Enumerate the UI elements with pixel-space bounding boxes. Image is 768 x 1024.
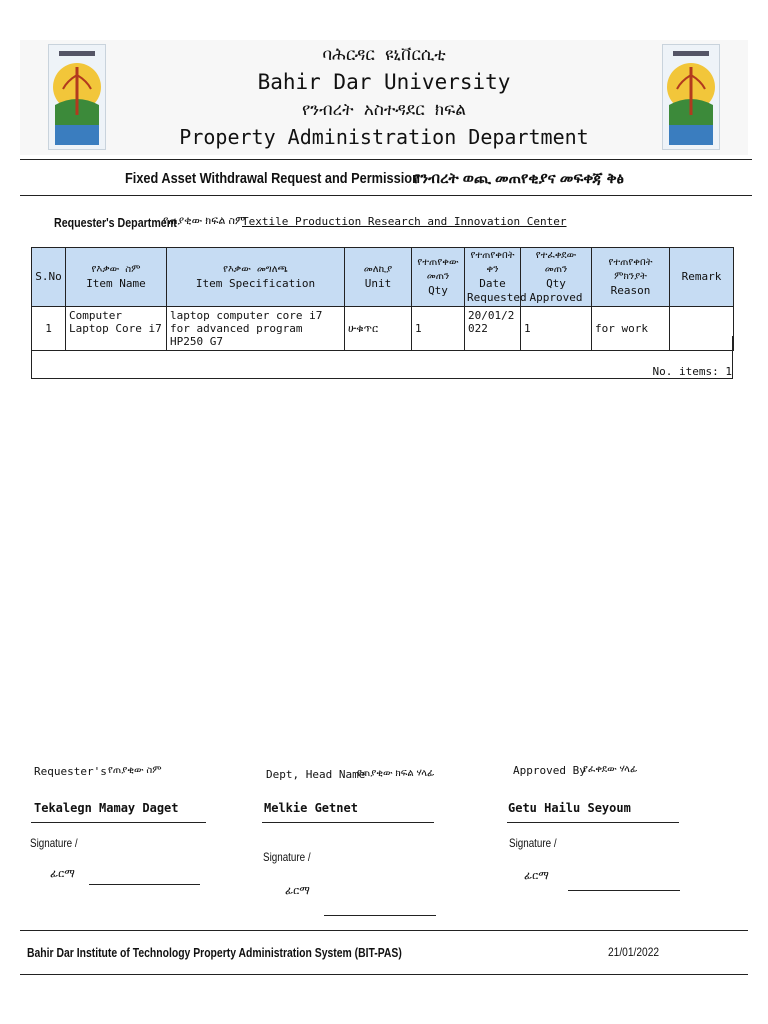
cell-reason: for work [592,307,670,351]
divider-top [20,159,752,160]
cell-qty-approved: 1 [521,307,592,351]
approver-name: Getu Hailu Seyoum [508,801,631,815]
head-label: Dept, Head Name [266,768,366,781]
head-signature-amharic: ፊርማ [285,885,310,897]
items-footer-box [31,336,733,379]
items-count: No. items: 1 [652,365,732,378]
form-title: Fixed Asset Withdrawal Request and Permission [125,170,420,187]
divider-footer-bottom [20,974,748,975]
approver-signature-label: Signature / [509,836,557,850]
approver-name-line [507,822,679,823]
department-name-amharic: የንብረት አስተዳደር ክፍል [301,100,467,120]
col-qty-approved: የተፈቀደው መጠን Qty Approved [521,248,592,307]
divider-footer-top [20,930,748,931]
head-name: Melkie Getnet [264,801,358,815]
head-label-amharic: የጠያቂው ክፍል ሃላፊ [357,768,435,779]
university-name: Bahir Dar University [257,70,511,94]
col-qty: የተጠየቀው መጠን Qty [412,248,465,307]
requester-name-line [31,822,206,823]
approver-signature-line [568,890,680,891]
head-signature-label: Signature / [263,850,311,864]
cell-item-spec: laptop computer core i7 for advanced program HP250 G7 [167,307,345,351]
col-reason: የተጠየቀበት ምክንያት Reason [592,248,670,307]
col-item-name: የእቃው ስም Item Name [66,248,167,307]
requester-dept-value: Textile Production Research and Innovation Center [242,215,567,228]
col-item-spec: የእቃው መግለጫ Item Specification [167,248,345,307]
cell-qty: 1 [412,307,465,351]
approver-label: Approved By [513,764,586,777]
footer-date: 21/01/2022 [608,945,660,959]
requester-signature-line [89,884,200,885]
department-name: Property Administration Department [179,125,589,149]
head-name-line [262,822,434,823]
footer-system-name: Bahir Dar Institute of Technology Property Administration System (BIT-PAS) [27,945,402,960]
university-name-amharic: ባሕርዳር ዩኒቨርሲቲ [322,45,446,65]
approver-label-amharic: የፈቀደው ሃላፊ [583,764,638,775]
cell-item-name: Computer Laptop Core i7 [66,307,167,351]
col-unit: መለኪያ Unit [345,248,412,307]
col-sno: S.No [32,248,66,307]
requester-name: Tekalegn Mamay Daget [34,801,179,815]
col-date-requested: የተጠየቀበት ቀን Date Requested [465,248,521,307]
requester-signature-label: Signature / [30,836,78,850]
approver-signature-amharic: ፊርማ [524,870,549,882]
table-header-row [32,248,734,307]
requester-dept-label: Requester's Department [54,215,177,230]
divider-title [20,195,752,196]
cell-unit: ሁቁጥር [345,307,412,351]
head-signature-line [324,915,436,916]
requester-label: Requester's [34,765,107,778]
requester-dept-label-amharic: የጠያቂው ክፍል ስም [163,215,246,227]
col-remark: Remark [670,248,734,307]
cell-sno: 1 [32,307,66,351]
form-title-amharic: የንብረት ወጪ መጠየቂያና መፍቀጃ ቅፅ [413,170,624,187]
requester-signature-amharic: ፊርማ [50,868,75,880]
requester-label-amharic: የጠያቂው ስም [108,765,162,776]
cell-date-requested: 20/01/2022 [465,307,521,351]
